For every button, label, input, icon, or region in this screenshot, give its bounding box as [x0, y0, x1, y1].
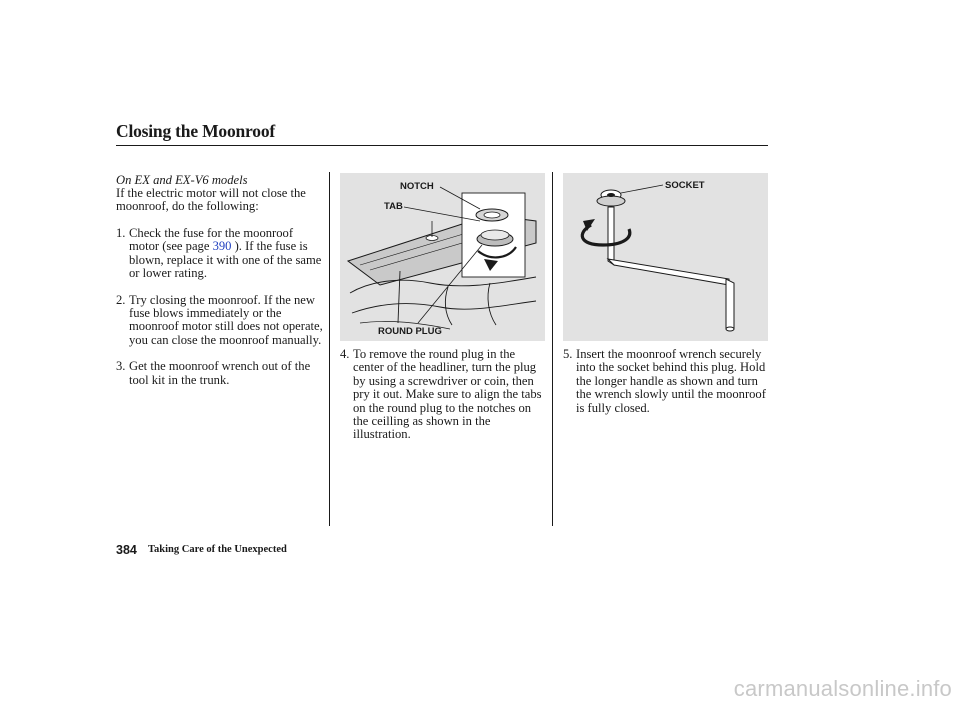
step-number: 2.: [116, 292, 126, 307]
page-number: 384: [116, 543, 137, 557]
step-1-text-after: ). If the fuse is blown, replace it with one of the same or lower rating.: [129, 239, 322, 281]
round-plug-label: ROUND PLUG: [378, 326, 442, 337]
page-title: Closing the Moonroof: [116, 121, 276, 141]
watermark-text: carmanualsonline.info: [733, 676, 952, 701]
tab-label: TAB: [384, 201, 403, 212]
step-5-text: Insert the moonroof wrench securely into the socket behind this plug. Hold the longer handle as shown and turn the wrench slowly until the moonroof is fully closed.: [576, 347, 766, 415]
moonroof-wrench-illustration: [563, 173, 768, 341]
title-rule: [116, 145, 768, 146]
steps-list-middle: [340, 348, 548, 442]
section-name: Taking Care of the Unexpected: [148, 544, 287, 555]
step-5: [563, 348, 773, 415]
step-number: 1.: [116, 226, 126, 240]
step-number: 4.: [340, 347, 350, 361]
column-divider-left: [329, 172, 330, 526]
step-number: 3.: [116, 359, 126, 374]
step-3: [116, 360, 326, 387]
model-subhead: On EX and EX-V6 models: [116, 173, 248, 187]
step-1: [116, 227, 326, 281]
step-1-text-before: Check the fuse for the moonroof motor (see page: [129, 226, 294, 254]
page-390-link[interactable]: 390: [212, 239, 232, 254]
notch-label: NOTCH: [400, 181, 434, 192]
step-number: 5.: [563, 347, 573, 361]
column-divider-right: [552, 172, 553, 526]
step-4-text: To remove the round plug in the center of the headliner, turn the plug by using a screwdriver or coin, then pry it out. Make sure to align the tabs on the round plug to the notches on the ceilling as shown in the illustration.: [353, 347, 542, 442]
intro-text: If the electric motor will not close the moonroof, do the following:: [116, 186, 306, 214]
steps-list-left: [116, 227, 326, 387]
round-plug-illustration: [340, 173, 545, 341]
step-2-text: Try closing the moonroof. If the new fuse blows immediately or the moonroof motor still does not operate, you can close the moonroof manually.: [129, 292, 323, 347]
step-3-text: Get the moonroof wrench out of the tool kit in the trunk.: [129, 359, 311, 387]
socket-label: SOCKET: [665, 180, 705, 191]
step-4: [340, 348, 548, 442]
steps-list-right: [563, 348, 773, 415]
step-2: [116, 294, 326, 348]
